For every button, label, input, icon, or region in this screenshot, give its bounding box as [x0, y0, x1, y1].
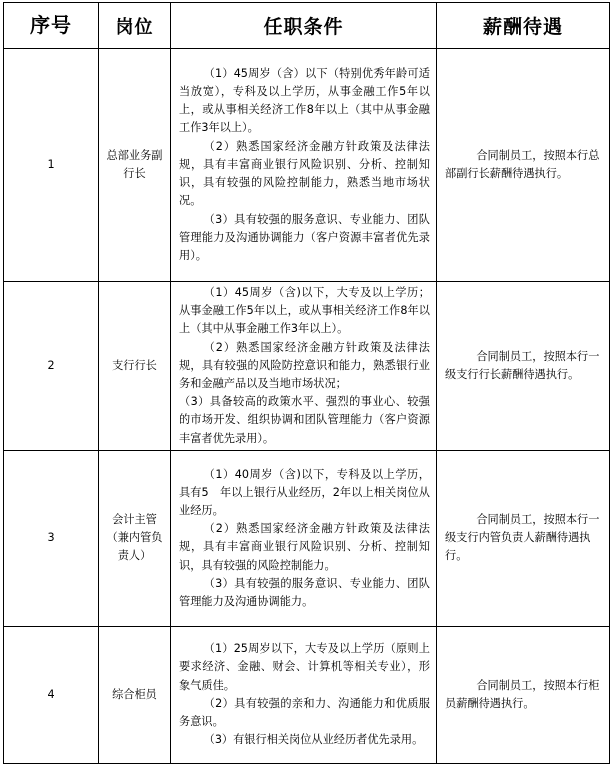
requirement-item: （2）熟悉国家经济金融方针政策及法律法规，具有较强的风险防控意识和能力，熟悉银行业务和金融产品以及当地市场状况；	[179, 340, 430, 391]
recruitment-table	[3, 2, 610, 764]
table-row	[4, 450, 610, 626]
row-position: 总部业务副行长	[99, 49, 171, 282]
requirement-item: （3）有银行相关岗位从业经历者优先录用。	[203, 733, 424, 747]
salary-text: 合同制员工，按照本行一级支行内管负责人薪酬待遇执行。	[445, 513, 600, 563]
table-row	[4, 282, 610, 451]
header-number: 序号	[4, 3, 99, 49]
row-salary	[437, 282, 610, 451]
row-number: 4	[4, 626, 99, 763]
salary-text: 合同制员工，按照本行柜员薪酬待遇执行。	[445, 678, 600, 710]
row-salary	[437, 49, 610, 282]
row-position: 综合柜员	[99, 626, 171, 763]
requirement-item: （3）具有较强的服务意识、专业能力、团队管理能力及沟通协调能力。	[179, 576, 430, 608]
row-requirements	[171, 49, 437, 282]
salary-text: 合同制员工，按照本行总部副行长薪酬待遇执行。	[445, 148, 600, 180]
requirement-item: （2）熟悉国家经济金融方针政策及法律法规，具有丰富商业银行风险识别、分析、控制知识，具有较强的风险控制能力。	[179, 522, 430, 572]
requirement-item: （2）熟悉国家经济金融方针政策及法律法规，具有丰富商业银行风险识别、分析、控制知识，具有较强的风险控制能力，熟悉当地市场状况。	[179, 139, 430, 208]
requirement-item: （3）具有较强的服务意识、专业能力、团队管理能力及沟通协调能力（客户资源丰富者优先录用）。	[179, 212, 430, 262]
header-requirements: 任职条件	[171, 3, 437, 49]
table-row	[4, 49, 610, 282]
row-number: 1	[4, 49, 99, 282]
requirement-item: （1）45周岁（含)以下，大专及以上学历；从事金融工作5年以上，或从事相关经济工作8年以上（其中从事金融工作3年以上）。	[179, 286, 430, 336]
requirement-item: （1）45周岁（含）以下（特别优秀年龄可适当放宽），专科及以上学历，从事金融工作5年以上，或从事相关经济工作8年以上（其中从事金融工作3年以上）。	[179, 66, 430, 135]
requirement-item: （2）具有较强的亲和力、沟通能力和优质服务意识。	[179, 696, 430, 729]
row-position: 支行行长	[99, 282, 171, 451]
header-position: 岗位	[99, 3, 171, 49]
row-salary	[437, 450, 610, 626]
row-requirements	[171, 450, 437, 626]
row-number: 3	[4, 450, 99, 626]
requirement-item: （1）25周岁以下，大专及以上学历（原则上要求经济、金融、财会、计算机等相关专业），形象气质佳。	[179, 642, 430, 692]
requirement-item: （3）具备较高的政策水平、强烈的事业心、较强的市场开发、组织协调和团队管理能力（客户资源丰富者优先录用）。	[179, 395, 430, 445]
header-row	[4, 3, 610, 49]
row-requirements	[171, 282, 437, 451]
row-salary	[437, 626, 610, 763]
row-position: 会计主管（兼内管负责人）	[99, 450, 171, 626]
table-row	[4, 626, 610, 763]
requirement-item: （1）40周岁（含)以下，专科及以上学历，具有5 年以上银行从业经历，2年以上相关岗位从业经历。	[179, 467, 430, 517]
row-number: 2	[4, 282, 99, 451]
salary-text: 合同制员工，按照本行一级支行行长薪酬待遇执行。	[445, 349, 600, 381]
header-salary: 薪酬待遇	[437, 3, 610, 49]
row-requirements	[171, 626, 437, 763]
